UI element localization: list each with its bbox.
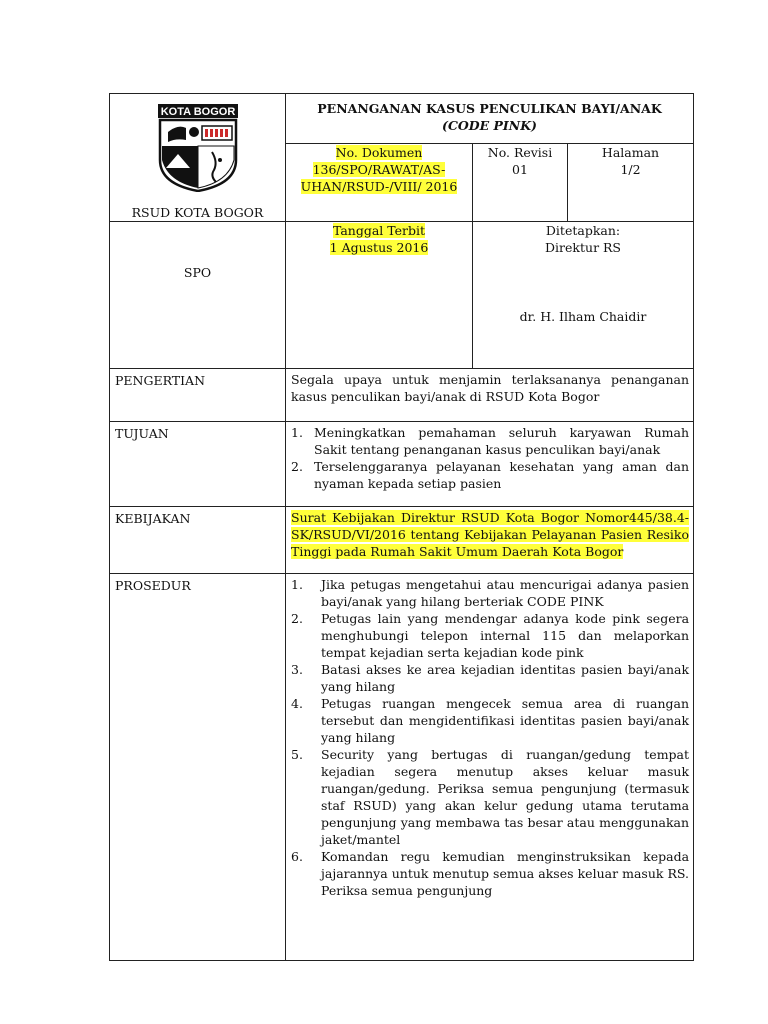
purpose-label-cell (110, 422, 286, 507)
kota-bogor-logo (158, 104, 238, 196)
document-title: PENANGANAN KASUS PENCULIKAN BAYI/ANAK (317, 101, 662, 116)
policy-content (286, 507, 694, 574)
revision-cell (473, 143, 568, 221)
issue-date-cell (286, 222, 473, 369)
issue-date-value: 1 Agustus 2016 (329, 240, 429, 255)
title-cell (286, 94, 694, 144)
list-item: 5. Security yang bertugas di ruangan/gedung tempat kejadian segera menutup akses keluar masuk ruangan/gedung. Periksa semua pengunjung (termasuk staf RSUD) yang akan kelur gedung utama terutama pengunjung yang membawa tas besar atau menggunakan jaket/mantel (291, 747, 690, 847)
list-item: 1. Jika petugas mengetahui atau mencurigai adanya pasien bayi/anak yang hilang berteriak CODE PINK (291, 577, 690, 609)
purpose-list (291, 424, 689, 492)
definition-content (286, 369, 694, 422)
definition-text: Segala upaya untuk menjamin terlaksananya penanganan kasus penculikan bayi/anak di RSUD Kota Bogor (291, 372, 690, 404)
hospital-name: RSUD KOTA BOGOR (131, 205, 264, 220)
approved-label: Ditetapkan: (545, 223, 621, 238)
list-item: 2. Terselenggaranya pelayanan kesehatan yang aman dan nyaman kepada setiap pasien (291, 459, 690, 491)
purpose-label: TUJUAN (115, 426, 169, 441)
list-item: 2. Petugas lain yang mendengar adanya kode pink segera menghubungi telepon internal 115 dan melaporkan tempat kejadian serta kejadian kode pink (291, 611, 690, 660)
approval-cell (473, 222, 694, 369)
page-cell (568, 143, 694, 221)
signer-name: dr. H. Ilham Chaidir (519, 309, 647, 324)
page-value: 1/2 (620, 161, 641, 177)
policy-label-cell (110, 507, 286, 574)
list-item: 1. Meningkatkan pemahaman seluruh karyawan Rumah Sakit tentang penanganan kasus penculikan bayi/anak (291, 425, 690, 457)
list-item: 4. Petugas ruangan mengecek semua area di ruangan tersebut dan mengidentifikasi identitas pasien bayi/anak yang hilang (291, 696, 690, 745)
approved-by: Direktur RS (545, 240, 621, 255)
list-item: 6. Komandan regu kemudian menginstruksikan kepada jajarannya untuk menutup semua akses keluar masuk RS. Periksa semua pengunjung (291, 849, 690, 898)
list-item: 3. Batasi akses ke area kejadian identitas pasien bayi/anak yang hilang (291, 662, 690, 694)
procedure-label: PROSEDUR (115, 578, 191, 593)
purpose-content (286, 422, 694, 507)
page-label: Halaman (601, 144, 660, 160)
procedure-list (291, 576, 689, 899)
city-emblem-icon (158, 104, 238, 192)
spo-type-label: SPO (183, 265, 212, 280)
doc-number-cell (286, 143, 473, 221)
spo-document (109, 93, 693, 961)
doc-number-label: No. Dokumen (335, 144, 423, 160)
definition-label: PENGERTIAN (115, 373, 206, 388)
spo-table (109, 93, 694, 961)
logo-text: KOTA BOGOR (160, 106, 235, 118)
policy-text: Surat Kebijakan Direktur RSUD Kota Bogor Nomor445/38.4-SK/RSUD/VI/2016 tentang Kebijakan Pelayanan Pasien Resiko Tinggi pada Rumah Sakit Umum Daerah Kota Bogor (291, 510, 690, 559)
policy-label: KEBIJAKAN (115, 511, 191, 526)
revision-label: No. Revisi (487, 144, 553, 160)
document-subtitle: (CODE PINK) (442, 118, 537, 133)
spo-type-cell (110, 222, 286, 369)
definition-label-cell (110, 369, 286, 422)
doc-number-value: 136/SPO/RAWAT/AS-UHAN/RSUD-/VIII/ 2016 (300, 161, 458, 194)
logo-cell (110, 94, 286, 222)
procedure-content (286, 574, 694, 961)
revision-value: 01 (512, 161, 528, 177)
procedure-label-cell (110, 574, 286, 961)
issue-date-label: Tanggal Terbit (332, 223, 426, 238)
